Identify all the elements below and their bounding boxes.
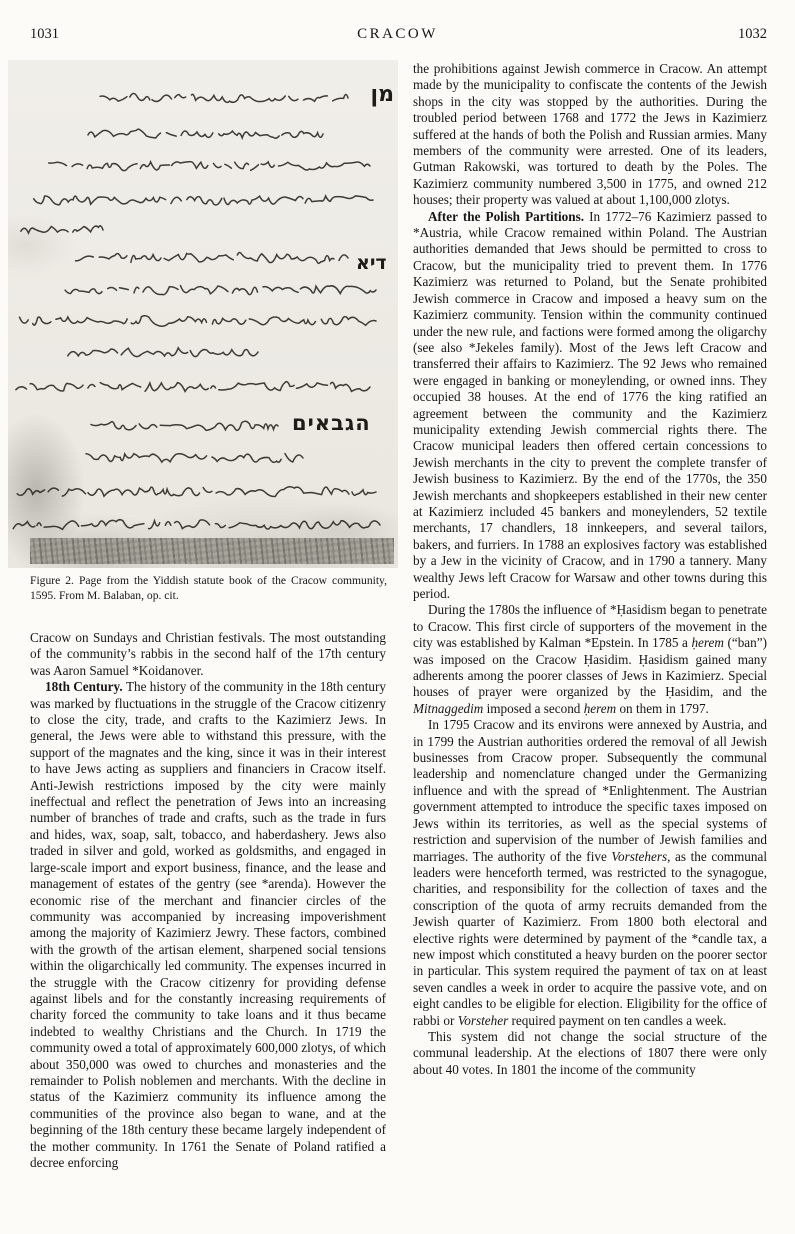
manuscript-line xyxy=(88,129,323,138)
manuscript-figure xyxy=(8,60,398,568)
manuscript-word-man: מן xyxy=(370,82,394,107)
page-title: CRACOW xyxy=(357,26,438,42)
paragraph xyxy=(30,630,386,679)
manuscript-word-dia: דיא xyxy=(356,252,387,274)
page-number-left: 1031 xyxy=(30,26,59,42)
text-run: During the 1780s the influence of *Ḥasidism began to penetrate to Cracow. This first circle of supporters of the movement in the city was established by Kalman *Epstein. In 1785 a xyxy=(413,602,767,651)
text-run: 18th Century. xyxy=(45,679,126,695)
page-number-right: 1032 xyxy=(738,26,767,42)
scan-artifact-band xyxy=(30,538,394,564)
manuscript-line xyxy=(13,520,380,530)
manuscript-line xyxy=(17,487,376,497)
manuscript-line xyxy=(65,286,376,295)
paragraph xyxy=(413,1029,767,1078)
text-run: Mitnaggedim xyxy=(413,700,484,716)
text-run: The history of the community in the 18th century was marked by fluctuations in the struggle of the Cracow citizenry to close the city, trade, and crafts to the Kazimierz Jews. In general, the Jews were able to withstand this pressure, with the support of the magnates and the king, since it was in their interest to have Jews acting as suppliers and financiers in Cracow itself. Anti-Jewish restrictions imposed by the city were mainly ineffectual and reflect the penetration of Jews into an increasing number of branches of trade and crafts, such as the trade in furs and hides, wax, soap, salt, tobacco, and haberdashery. Jews also traded in silver and gold, worked as goldsmiths, and engaged in large-scale import and export business, finance, and the lease and management of estates of the gentry (see *arenda). However the economic rise of the merchant and financier circles of the community was accompanied by increasing impoverishment among the majority of Kazimierz Jewry. These factors, combined with the growth of the artisan element, sharpened social tensions within the oligarchically led community. The expenses incurred in the struggle with the Cracow citizenry for providing defense against libels and for the constantly increasing requirements of charity forced the community to take loans and it thus became indebted to wealthy Christians and the Church. In 1719 the community owed a total of approximately 600,000 zlotys, of which about 350,000 was owed to churches and monasteries and the remainder to Polish noblemen and merchants. With the decline in status of the Kazimierz community its influence among the communities of the province also began to wane, and at the beginning of the 18th century these became largely independent of the mother community. In 1761 the Senate of Poland ratified a decree enforcing xyxy=(30,679,386,1170)
figure-caption: Figure 2. Page from the Yiddish statute book of the Cracow community, 1595. From M. Balaban, op. cit. xyxy=(30,574,387,602)
text-run: ḥerem xyxy=(583,700,617,716)
text-run: This system did not change the social structure of the communal leadership. At the elections of 1807 there were only about 40 votes. In 1801 the income of the community xyxy=(413,1028,767,1077)
paragraph xyxy=(413,602,767,717)
manuscript-line xyxy=(76,252,348,263)
manuscript-line xyxy=(100,93,348,102)
paragraph xyxy=(30,679,386,1171)
manuscript-line xyxy=(86,454,303,463)
paragraph xyxy=(413,717,767,1029)
manuscript-line xyxy=(91,421,278,430)
text-run: (“ban”) was imposed on the Cracow Ḥasidim. Ḥasidism gained many adherents among the poorer classes of Jews in Kazimierz. Special houses of prayer were organized by the Ḥasidim, and the xyxy=(413,635,767,700)
manuscript-line xyxy=(34,196,373,205)
manuscript-line xyxy=(21,226,103,233)
text-run: In 1795 Cracow and its environs were annexed by Austria, and in 1799 the Austrian authorities ordered the removal of all Jewish businesses from Cracow proper. Subsequently the communal leadership and nomenclature changed under the Germanizing influence and with the spread of *Enlightenment. The Austrian government attempted to introduce the specific taxes imposed on Jews within its territories, as well as the special systems of restriction and supervision of the number of Jewish families and marriages. The authority of the five xyxy=(413,717,767,864)
manuscript-word-hagabaim: הגבאים xyxy=(292,411,371,435)
paragraph xyxy=(413,209,767,603)
manuscript-line xyxy=(49,162,370,171)
text-run: the prohibitions against Jewish commerce in Cracow. An attempt made by the municipality to confiscate the contents of the Jewish shops in the city was stopped by the authorities. During the troubled period between 1768 and 1772 the Jews in Kazimierz suffered at the hands of both the Polish and Russian armies. Many members of the community were arrested. One of its leaders, Gutman Rakowski, was tortured to death by the Poles. The Kazimierz community numbered 3,500 in 1775, and owned 212 houses; their property was valued at about 1,100,000 zlotys. xyxy=(413,61,767,208)
manuscript-handwriting xyxy=(8,60,398,568)
right-column xyxy=(413,61,767,1231)
text-run: on them in 1797. xyxy=(616,700,709,716)
manuscript-line xyxy=(20,316,377,327)
left-column xyxy=(30,630,386,1230)
text-run: Cracow on Sundays and Christian festivals. The most outstanding of the community’s rabbis in the second half of the 17th century was Aaron Samuel *Koidanover. xyxy=(30,630,386,678)
text-run: required payment on ten candles a week. xyxy=(508,1012,727,1028)
text-run: Vorsteher xyxy=(457,1012,509,1028)
manuscript-line xyxy=(68,348,258,357)
text-run: In 1772–76 Kazimierz passed to *Austria, while Cracow remained within Poland. The Austrian authorities demanded that Jews should be permitted to cross to Cracow, but the municipality tried to prevent them. In 1776 Kazimierz was returned to Poland, but the Senate prohibited Jewish commerce in Cracow and imposed a heavy sum on the Kazimierz community. Tension within the community continued under the new rule, and factions were formed among the oligarchy (see also *Jekeles family). Most of the Jews left Cracow and transferred their affairs to Kazimierz. The 92 Jews who remained were engaged in banking or moneylending, or owned inns. They occupied 38 houses. At the end of 1776 the king ratified an agreement between the community and the Kazimierz municipality extending Jewish commercial rights there. The Cracow municipal leaders then offered certain concessions to Jewish merchants in the city to prevent the complete transfer of Jewish business to Kazimierz. By the end of the 1770s, the 350 Jewish merchants and shopkeepers established in their new center at Kazimierz included 45 bankers and moneylenders, 52 textile merchants, 17 chandlers, 18 innkeepers, and several tailors, bakers, and furriers. In 1788 an explosives factory was established by a Jew in the vicinity of Cracow, and in 1790 a tannery. Many wealthy Jews left Cracow for Warsaw and other towns during this period. xyxy=(413,208,767,601)
paragraph xyxy=(413,61,767,209)
text-run: Vorstehers xyxy=(611,848,668,864)
manuscript-line xyxy=(16,382,370,392)
text-run: , as the communal leaders were henceforth termed, was restricted to the synagogue, charities, and responsibility for the collection of taxes and the conscription of the quota of army recruits demanded from the Jewish quarter of Kazimierz. From 1800 both electoral and elective rights were determined by payment of the *candle tax, a new impost which constituted a heavy burden on the poorer sector in particular. This system required the payment of tax on at least seven candles a week in order to acquire the passive vote, and on eight candles to be eligible for election. Eligibility for the office of rabbi or xyxy=(413,848,767,1028)
text-run: ḥerem xyxy=(691,635,724,651)
text-run: After the Polish Partitions. xyxy=(428,208,590,224)
text-run: imposed a second xyxy=(483,700,584,716)
